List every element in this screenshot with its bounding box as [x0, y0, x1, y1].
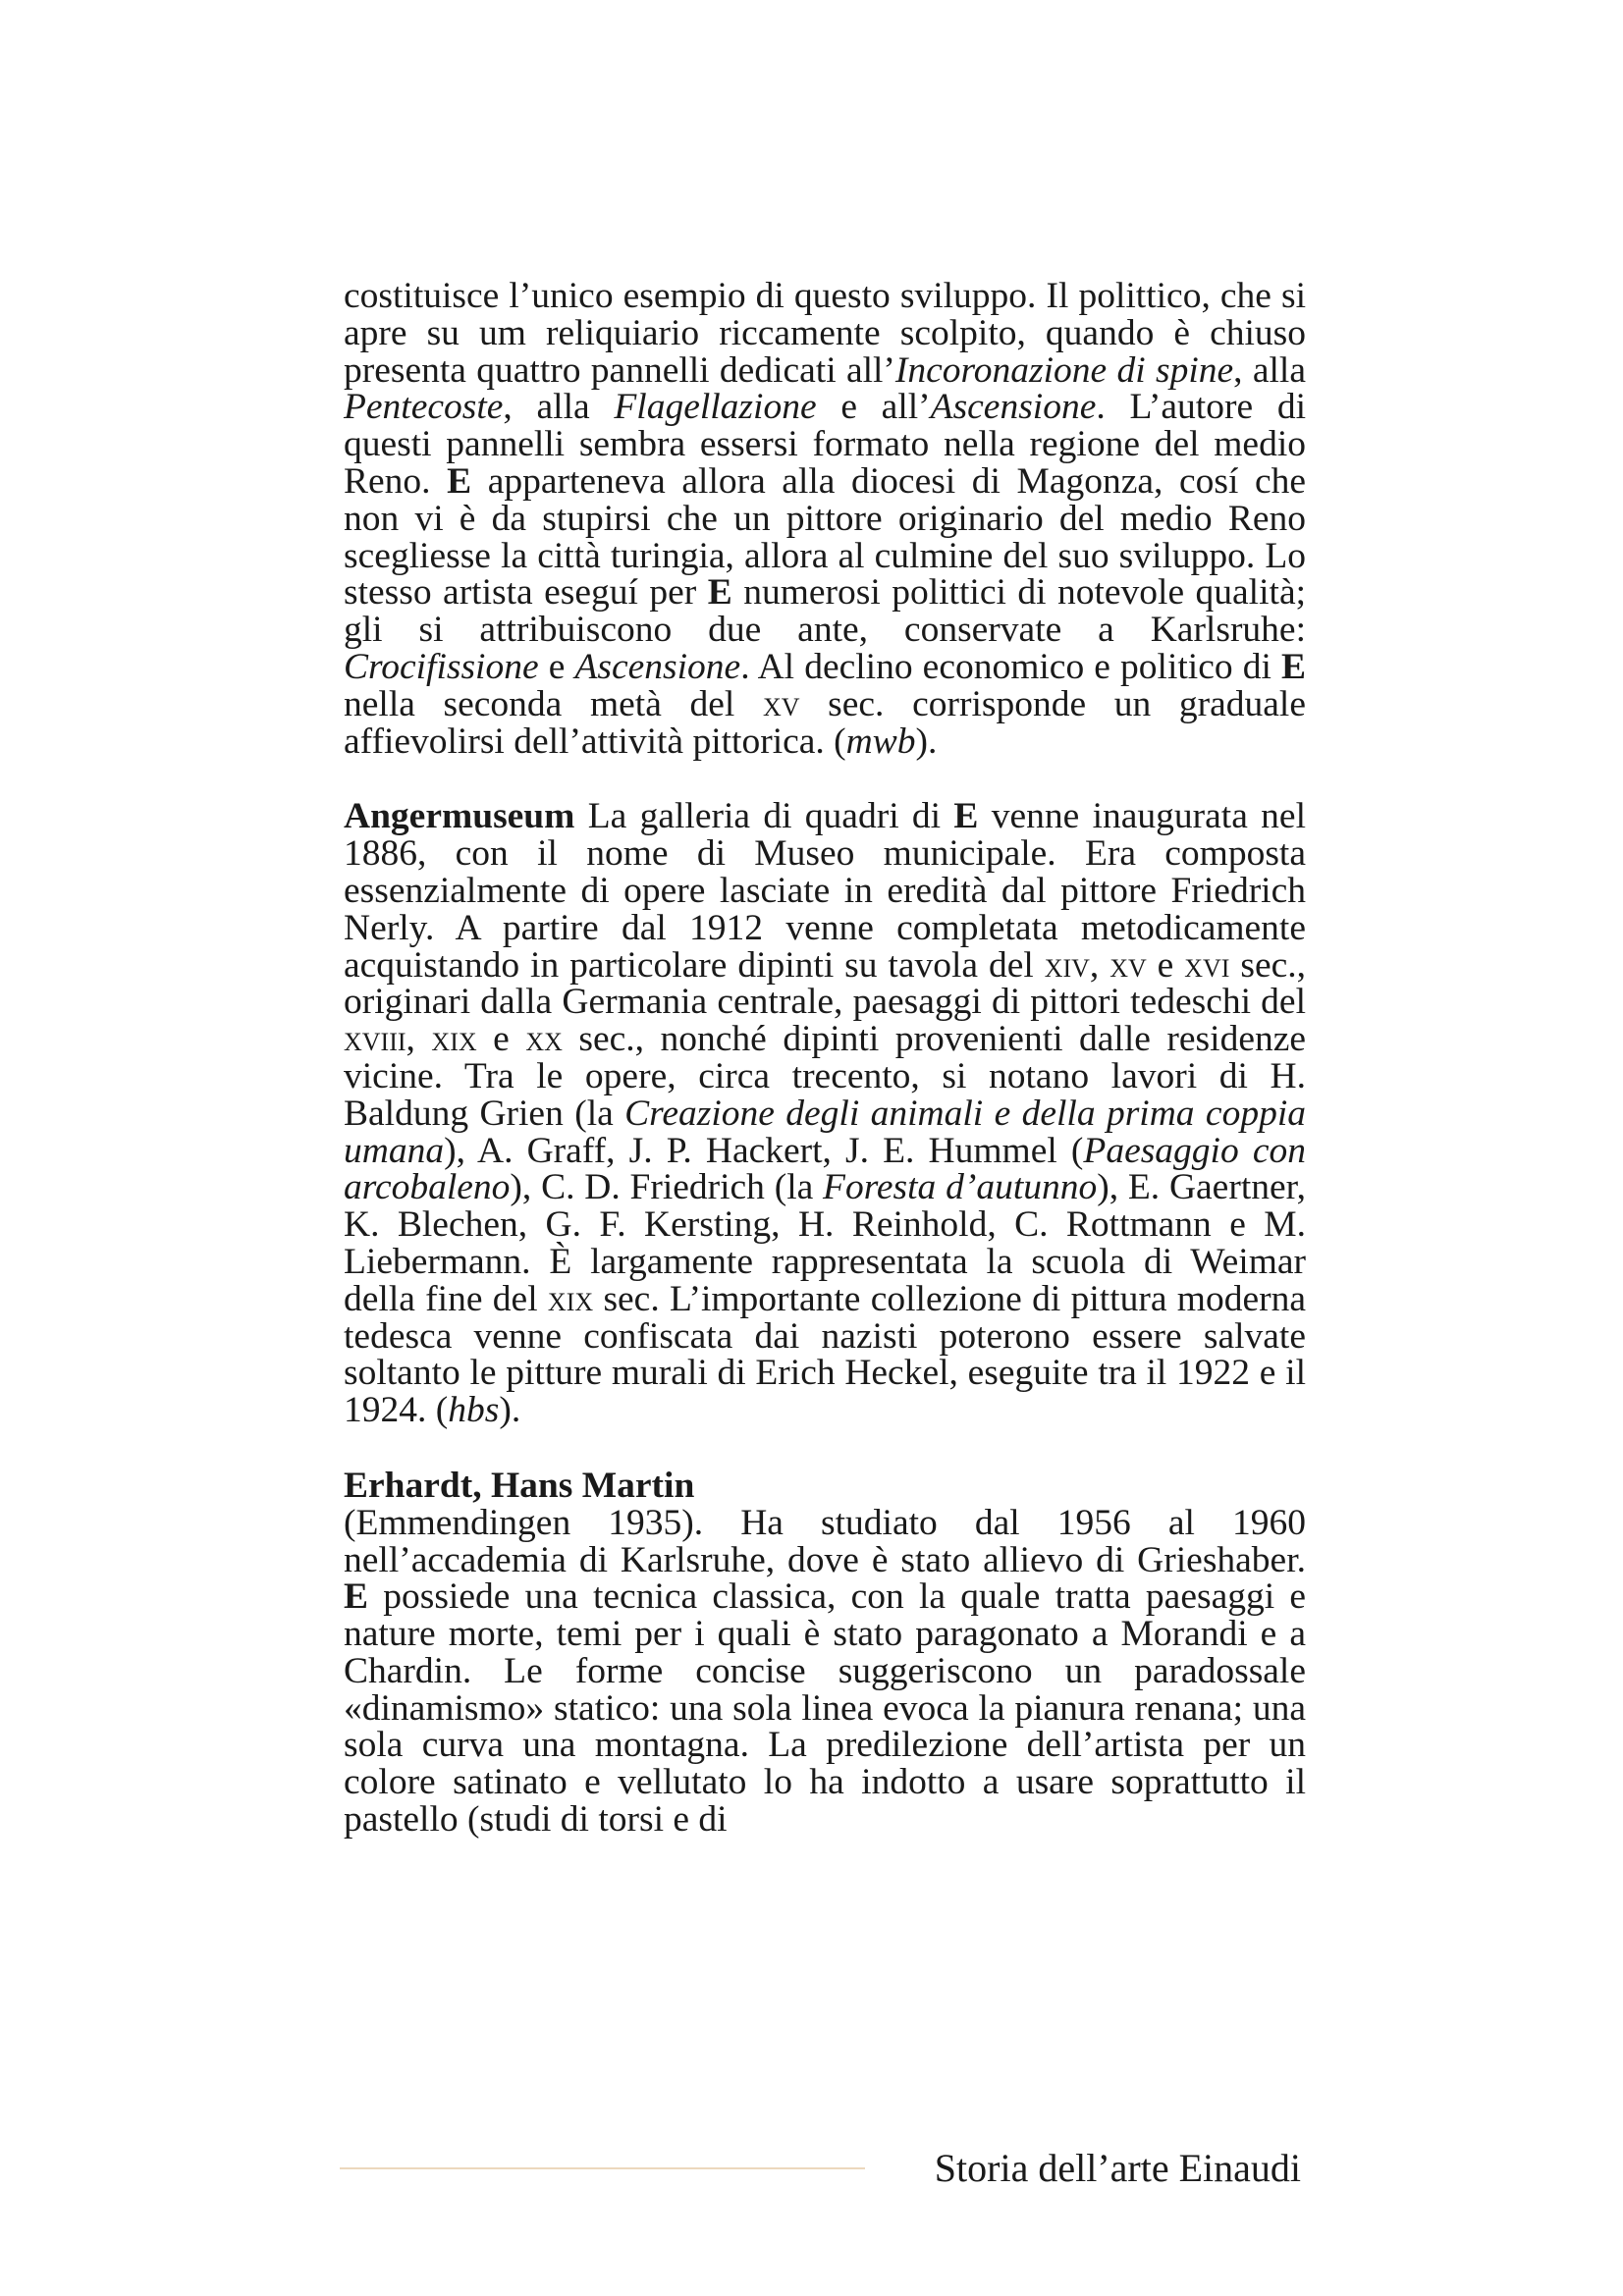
- text-run: ).: [499, 1390, 521, 1431]
- body-text: [344, 278, 1306, 1839]
- entry-heading: Angermuseum: [344, 796, 575, 837]
- bold-abbrev: E: [344, 1576, 369, 1618]
- century-numeral: xviii: [344, 1019, 406, 1060]
- century-numeral: xv: [1109, 944, 1147, 986]
- text-run: . L’autore di questi pannelli sembra essersi formato nella regione del medio Reno.: [344, 387, 1306, 502]
- text-run: apparteneva allora alla diocesi di Magonza, cosí che non vi è da stupirsi che un pittore originario del medio Reno scegliesse la città turingia, allora al culmine del suo sviluppo. Lo stesso artista eseguí per: [344, 460, 1306, 614]
- text-run: La galleria di quadri di: [574, 796, 954, 837]
- century-numeral: xv: [762, 683, 800, 724]
- italic-title: Flagellazione: [614, 387, 817, 428]
- bold-abbrev: E: [707, 572, 732, 614]
- paragraph-angermuseum: [344, 798, 1306, 1429]
- bold-abbrev: E: [953, 796, 979, 837]
- italic-title: Crocifissione: [344, 646, 539, 687]
- italic-title: Pentecoste: [344, 387, 504, 428]
- italic-title: Ascensione: [574, 646, 741, 687]
- text-run: (Emmendingen 1935). Ha studiato dal 1956 al 1960 nell’accademia di Karlsruhe, dove è stato allievo di Grieshaber.: [344, 1502, 1306, 1580]
- text-run: ,: [1089, 944, 1110, 986]
- text-run: . Al declino economico e politico di: [740, 646, 1281, 687]
- text-run: possiede una tecnica classica, con la quale tratta paesaggi e nature morte, temi per i quali è stato paragonato a Morandi e a Chardin. Le forme concise suggeriscono un paradossale «dinamismo» statico: una sola linea evoca la pianura renana; una sola curva una montagna. La predilezione dell’artista per un colore satinato e vellutato lo ha indotto a usare soprattutto il pastello (studi di torsi e di: [344, 1576, 1306, 1841]
- text-run: e: [476, 1019, 526, 1060]
- text-run: venne inaugurata nel 1886, con il nome di Museo municipale. Era composta essenzialmente di opere lasciate in eredità dal pittore Friedrich Nerly. A partire dal 1912 venne completata metodicamente acquistando in particolare dipinti su tavola del: [344, 796, 1306, 986]
- footer-title: Storia dell’arte Einaudi: [934, 2146, 1301, 2190]
- italic-title: Foresta d’autunno: [823, 1167, 1098, 1208]
- text-run: costituisce l’unico esempio di questo sviluppo. Il polittico, che si apre su um reliquiario riccamente scolpito, quando è chiuso presenta quattro pannelli dedicati all’: [344, 276, 1306, 391]
- century-numeral: xvi: [1184, 944, 1230, 986]
- italic-title: Paesaggio con arcobaleno: [344, 1130, 1306, 1208]
- bold-abbrev: E: [447, 460, 472, 502]
- text-run: nella seconda metà del: [344, 683, 763, 724]
- century-numeral: xx: [525, 1019, 563, 1060]
- text-run: sec., nonché dipinti provenienti dalle residenze vicine. Tra le opere, circa trecento, si notano lavori di H. Baldung Grien (la: [344, 1019, 1306, 1134]
- century-numeral: xix: [547, 1278, 594, 1319]
- text-run: ), A. Graff, J. P. Hackert, J. E. Hummel (: [444, 1130, 1084, 1171]
- text-run: ).: [915, 721, 938, 762]
- text-run: e all’: [816, 387, 931, 428]
- text-run: sec. L’importante collezione di pittura moderna tedesca venne confiscata dai nazisti poterono essere salvate soltanto le pitture murali di Erich Heckel, eseguite tra il 1922 e il 1924. (: [344, 1278, 1306, 1431]
- italic-title: Ascensione: [930, 387, 1097, 428]
- author-initials: hbs: [448, 1390, 500, 1431]
- paragraph-polittico: [344, 278, 1306, 760]
- paragraph-erhardt: [344, 1502, 1306, 1841]
- entry-heading-erhardt: Erhardt, Hans Martin: [344, 1465, 695, 1506]
- text-run: numerosi polittici di notevole qualità; gli si attribuiscono due ante, conservate a Karlsruhe:: [344, 572, 1307, 651]
- text-run: sec. corrisponde un graduale affievolirsi dell’attività pittorica. (: [344, 683, 1306, 762]
- text-run: e: [538, 646, 575, 687]
- italic-title: Incoronazione di spine: [894, 349, 1234, 391]
- italic-title: Creazione degli animali e della prima coppia umana: [344, 1093, 1306, 1171]
- text-run: ), C. D. Friedrich (la: [510, 1167, 824, 1208]
- text-run: , alla: [1233, 349, 1306, 391]
- text-run: sec., originari dalla Germania centrale, paesaggi di pittori tedeschi del: [344, 944, 1306, 1023]
- footer-divider: [340, 2167, 865, 2169]
- century-numeral: xiv: [1044, 944, 1090, 986]
- bold-abbrev: E: [1280, 646, 1306, 687]
- author-initials: mwb: [845, 721, 916, 762]
- text-run: ,: [406, 1019, 432, 1060]
- text-run: , alla: [503, 387, 615, 428]
- text-run: e: [1146, 944, 1185, 986]
- text-run: ), E. Gaertner, K. Blechen, G. F. Kersting, H. Reinhold, C. Rottmann e M. Liebermann. È largamente rappresentata la scuola di Weimar della fine del: [344, 1167, 1306, 1319]
- century-numeral: xix: [431, 1019, 477, 1060]
